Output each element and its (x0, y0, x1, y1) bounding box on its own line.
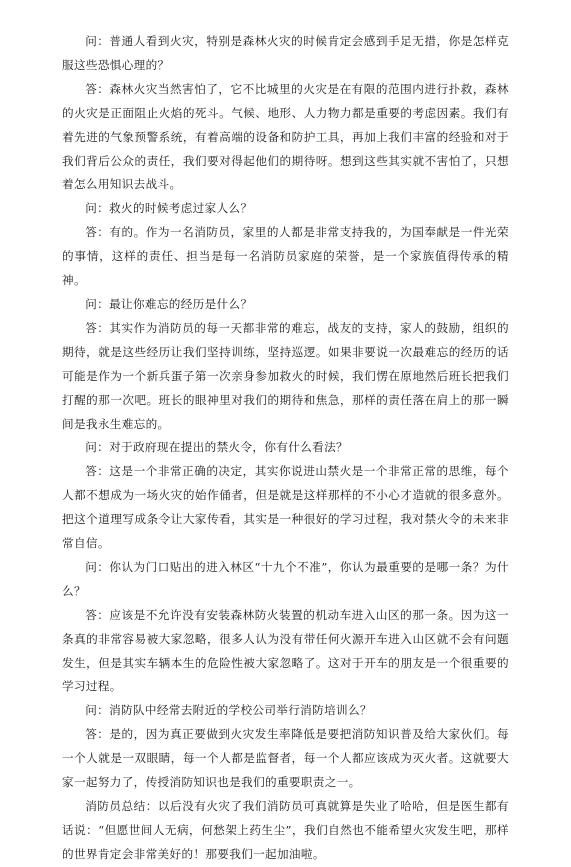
answer-paragraph: 答：应该是不允许没有安装森林防火装置的机动车进入山区的那一条。因为这一条真的非常容易被大家忽略，很多人认为没有带任何火源开车进入山区就不会有问题发生，但是其实车辆本生的危险性被大家忽略了。这对于开车的朋友是一个很重要的学习过程。 (62, 607, 509, 694)
question-paragraph: 问：最让你难忘的经历是什么？ (85, 296, 253, 311)
question-paragraph: 问：消防队中经常去附近的学校公司举行消防培训么？ (85, 703, 372, 718)
answer-paragraph: 答：其实作为消防员的每一天都非常的难忘，战友的支持，家人的鼓励，组织的期待，就是这些经历让我们坚持训练，坚持巡逻。如果非要说一次最难忘的经历的话可能是作为一个新兵蛋子第一次亲身参加救火的时候，我们愣在原地然后班长把我们打醒的那一次吧。班长的眼神里对我们的期待和焦急，那样的责任落在肩上的那一瞬间是我永生难忘的。 (62, 320, 509, 431)
answer-paragraph: 答：有的。作为一名消防员，家里的人都是非常支持我的，为国奉献是一件光荣的事情，这样的责任、担当是每一名消防员家庭的荣誉，是一个家族值得传承的精神。 (62, 225, 509, 288)
answer-paragraph: 答：是的，因为真正要做到火灾发生率降低是要把消防知识普及给大家伙们。每一个人就是一双眼睛，每一个人都是监督者，每一个人都应该成为灭火者。这就要大家一起努力了，传授消防知识也是我们的重要职责之一。 (62, 727, 509, 790)
answer-paragraph: 答：这是一个非常正确的决定，其实你说进山禁火是一个非常正常的思维，每个人都不想成为一场火灾的始作俑者，但是就是这样那样的不小心才造就的很多意外。把这个道理写成条令让大家传看，其实是一种很好的学习过程，我对禁火令的未来非常自信。 (62, 464, 509, 551)
summary-paragraph: 消防员总结：以后没有火灾了我们消防员可真就算是失业了哈哈，但是医生都有话说：“但愿世间人无病，何愁架上药生尘”，我们自然也不能希望火灾发生吧，那样的世界肯定会非常美好的！那要我们一起加油啦。 (62, 799, 509, 861)
question-paragraph: 问：救火的时候考虑过家人么？ (85, 201, 253, 216)
question-paragraph: 问：普通人看到火灾，特别是森林火灾的时候肯定会感到手足无措，你是怎样克服这些恐惧心理的？ (62, 34, 509, 72)
question-paragraph: 问：你认为门口贴出的进入林区“十九个不准”，你认为最重要的是哪一条？为什么？ (62, 559, 509, 598)
question-paragraph: 问：对于政府现在提出的禁火令，你有什么看法？ (85, 440, 348, 455)
answer-paragraph: 答：森林火灾当然害怕了，它不比城里的火灾是在有限的范围内进行扑救，森林的火灾是正面阻止火焰的死斗。气候、地形、人力物力都是重要的考虑因素。我们有着先进的气象预警系统，有着高端的设备和防护工具，再加上我们丰富的经验和对于我们背后公众的责任，我们要对得起他们的期待呀。想到这些其实就不害怕了，只想着怎么用知识去战斗。 (62, 81, 509, 192)
